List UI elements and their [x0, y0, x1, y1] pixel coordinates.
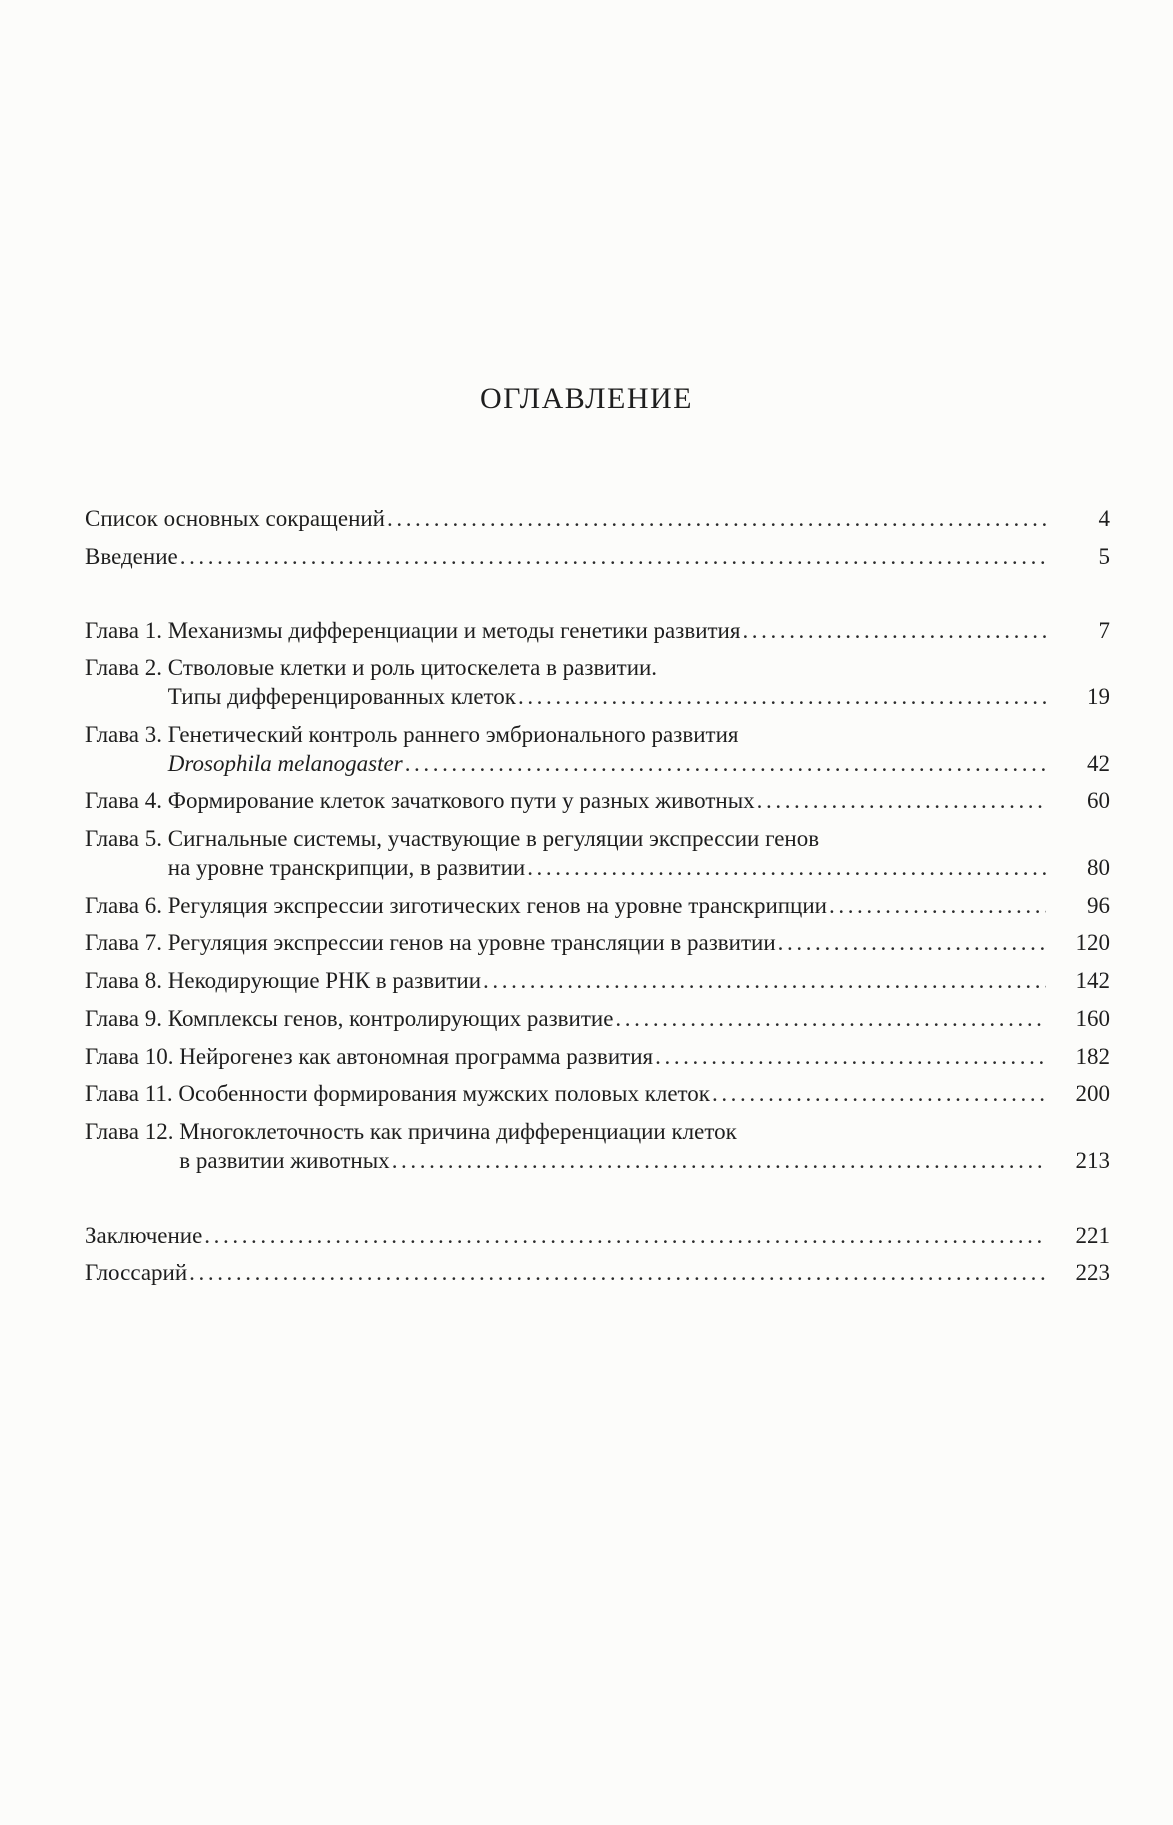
toc-entry-chapter-7[interactable]: [85, 929, 1110, 958]
toc-entry-title: Введение: [85, 543, 178, 569]
toc-page-number: 80: [1087, 854, 1110, 880]
chapter-label: Глава 11.: [85, 1081, 173, 1107]
toc-page-number: 60: [1087, 788, 1110, 814]
toc-heading: ОГЛАВЛЕНИЕ: [480, 382, 693, 415]
toc-page-number: 213: [1075, 1147, 1110, 1173]
toc-entry-chapter-4[interactable]: [85, 787, 1110, 816]
dot-leader: [655, 1043, 1046, 1072]
toc-entry-chapter-5[interactable]: [85, 825, 1110, 883]
toc-entry-title: Глоссарий: [85, 1260, 188, 1286]
toc-page-number: 120: [1075, 930, 1110, 956]
dot-leader: [180, 543, 1046, 572]
dot-leader: [204, 1222, 1046, 1251]
chapter-label: Глава 2.: [85, 655, 163, 681]
chapter-label: Глава 1.: [85, 617, 163, 643]
toc-page-number: 96: [1087, 892, 1110, 918]
toc-page-number: 42: [1087, 750, 1110, 776]
chapter-title-line-1: Генетический контроль раннего эмбрионального развития: [167, 721, 739, 747]
chapter-label: Глава 10.: [85, 1043, 174, 1069]
chapter-title: Некодирующие РНК в развитии: [167, 968, 482, 993]
table-of-contents: [85, 505, 1110, 1288]
toc-entry-title: Заключение: [85, 1222, 203, 1248]
toc-page-number: 142: [1075, 968, 1110, 993]
chapter-title-line-2: Типы дифференцированных клеток: [167, 684, 516, 709]
toc-entry-chapter-9[interactable]: [85, 1005, 1110, 1034]
toc-page-number: 160: [1075, 1005, 1110, 1031]
chapter-title: Комплексы генов, контролирующих развитие: [167, 1005, 614, 1031]
toc-page-number: 223: [1075, 1260, 1110, 1286]
chapter-title-line-1: Стволовые клетки и роль цитоскелета в развитии.: [167, 655, 658, 681]
chapter-title: Регуляция экспрессии генов на уровне трансляции в развитии: [167, 930, 776, 956]
chapter-label: Глава 12.: [85, 1119, 174, 1144]
dot-leader: [387, 505, 1046, 534]
chapter-label: Глава 9.: [85, 1005, 163, 1031]
chapter-title-line-2: Drosophila melanogaster: [167, 750, 403, 776]
dot-leader: [778, 929, 1046, 958]
toc-entry-chapter-6[interactable]: [85, 892, 1110, 921]
chapter-title-line-1: Многоклеточность как причина дифференциации клеток: [179, 1119, 737, 1144]
toc-entry-glossary[interactable]: [85, 1259, 1110, 1288]
dot-leader: [405, 750, 1046, 779]
dot-leader: [518, 683, 1046, 712]
chapter-label: Глава 7.: [85, 930, 163, 956]
chapter-label: Глава 4.: [85, 788, 163, 814]
dot-leader: [615, 1005, 1046, 1034]
dot-leader: [757, 787, 1046, 816]
toc-entry-chapter-12[interactable]: [85, 1118, 1110, 1176]
dot-leader: [712, 1080, 1046, 1109]
toc-page-number: 4: [1098, 506, 1110, 531]
toc-page-number: 221: [1075, 1222, 1110, 1248]
dot-leader: [392, 1147, 1046, 1176]
toc-entry-title: Список основных сокращений: [85, 506, 385, 531]
chapter-label: Глава 8.: [85, 968, 163, 993]
toc-entry-chapter-11[interactable]: [85, 1080, 1110, 1109]
toc-entry-chapter-2[interactable]: [85, 654, 1110, 712]
chapter-label: Глава 3.: [85, 721, 163, 747]
dot-leader: [742, 617, 1046, 646]
dot-leader: [527, 854, 1046, 883]
toc-entry-chapter-1[interactable]: [85, 617, 1110, 646]
toc-entry-chapter-8[interactable]: [85, 967, 1110, 996]
chapter-title: Механизмы дифференциации и методы генетики развития: [167, 617, 741, 643]
toc-page-number: 5: [1098, 543, 1110, 569]
chapter-title-line-2: в развитии животных: [179, 1147, 390, 1173]
toc-entry-chapter-10[interactable]: [85, 1043, 1110, 1072]
toc-entry-abbreviations[interactable]: [85, 505, 1110, 534]
dot-leader: [189, 1259, 1046, 1288]
chapter-title: Формирование клеток зачаткового пути у разных животных: [167, 788, 755, 814]
toc-page-number: 19: [1087, 684, 1110, 709]
chapter-title: Регуляция экспрессии зиготических генов на уровне транскрипции: [167, 892, 827, 918]
toc-entry-chapter-3[interactable]: [85, 721, 1110, 779]
toc-entry-introduction[interactable]: [85, 543, 1110, 572]
toc-page-number: 7: [1098, 617, 1110, 643]
dot-leader: [483, 967, 1046, 996]
chapter-label: Глава 6.: [85, 892, 163, 918]
chapter-title-line-2: на уровне транскрипции, в развитии: [167, 854, 526, 880]
dot-leader: [829, 892, 1046, 921]
chapter-title-line-1: Сигнальные системы, участвующие в регуляции экспрессии генов: [167, 826, 820, 851]
chapter-title: Особенности формирования мужских половых клеток: [178, 1081, 710, 1107]
chapter-label: Глава 5.: [85, 826, 163, 851]
toc-page-number: 200: [1075, 1081, 1110, 1107]
chapter-title: Нейрогенез как автономная программа развития: [179, 1043, 654, 1069]
toc-entry-conclusion[interactable]: [85, 1222, 1110, 1251]
toc-page-number: 182: [1075, 1043, 1110, 1069]
